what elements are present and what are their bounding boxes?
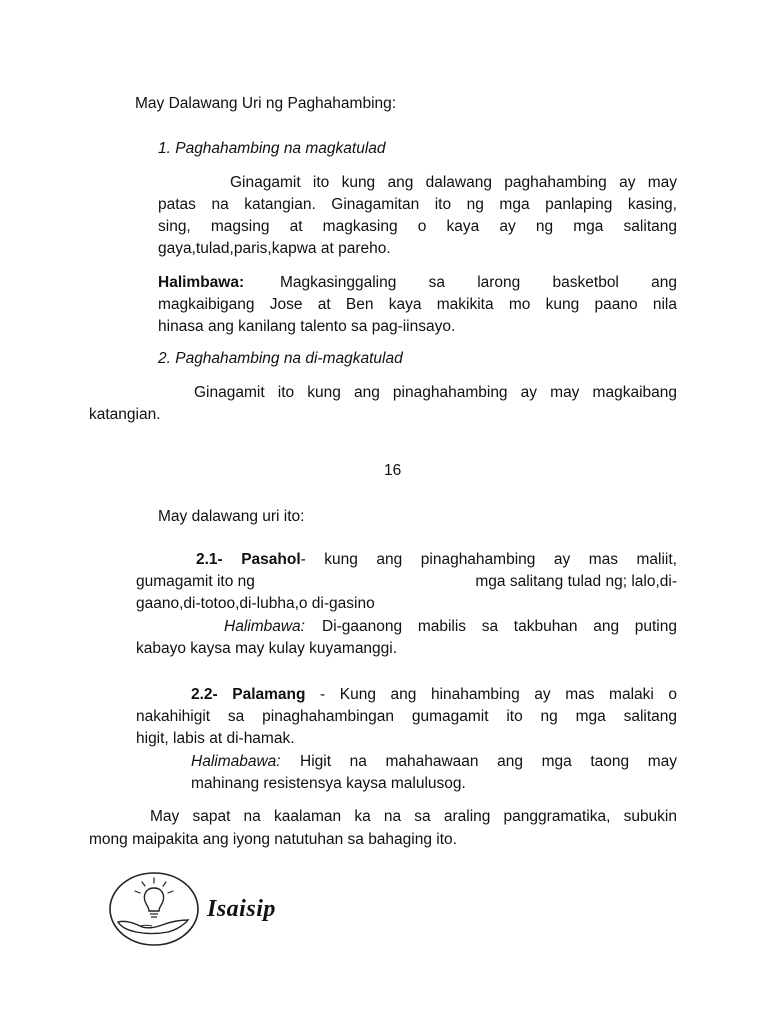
item1-title: 1. Paghahambing na magkatulad: [158, 140, 386, 157]
sub2-label: 2.2- Palamang: [191, 686, 306, 703]
sub1-line-2-right: mga salitang tulad ng; lalo,di-: [475, 573, 677, 590]
sub1-example-line-2: kabayo kaysa may kulay kuyamanggi.: [136, 640, 398, 657]
sub1-label: 2.1- Pasahol: [196, 551, 301, 568]
sub2-example-line-2: mahinang resistensya kaysa malulusog.: [191, 775, 466, 792]
sub1-example-label: Halimbawa:: [224, 618, 305, 635]
item1-example-label: Halimbawa:: [158, 274, 245, 291]
item1-line-3: sing, magsing at magkasing o kaya ay ng mga salitang: [158, 218, 677, 235]
section-title: Isaisip: [207, 896, 276, 922]
sub2-line-3: higit, labis at di-hamak.: [136, 730, 295, 747]
closing-line-2: mong maipakita ang iyong natutuhan sa bahaging ito.: [89, 831, 457, 848]
item1-line-4: gaya,tulad,paris,kapwa at pareho.: [158, 240, 391, 257]
subheading: May dalawang uri ito:: [158, 508, 305, 525]
item1-line-1: Ginagamit ito kung ang dalawang paghahambing ay may: [230, 174, 677, 191]
item2-line-1: Ginagamit ito kung ang pinaghahambing ay may magkaibang: [194, 384, 677, 401]
lightbulb-hand-icon: [108, 870, 200, 948]
sub1-example-rest: Di-gaanong mabilis sa takbuhan ang puting: [322, 618, 677, 635]
sub1-line-2-left: gumagamit ito ng: [136, 573, 255, 590]
sub1-line-1: [196, 549, 677, 571]
sub2-line-1: [191, 684, 677, 706]
closing-line-1: May sapat na kaalaman ka na sa araling panggramatika, subukin: [150, 808, 677, 825]
item1-example-line-3: hinasa ang kanilang talento sa pag-iinsayo.: [158, 318, 456, 335]
sub2-example-rest: Higit na mahahawaan ang mga taong may: [300, 753, 677, 770]
item2-title: 2. Paghahambing na di-magkatulad: [158, 350, 403, 367]
item1-example-line-1: Magkasinggaling sa larong basketbol ang: [280, 274, 677, 291]
page-number: 16: [384, 462, 402, 479]
heading: May Dalawang Uri ng Paghahambing:: [135, 95, 397, 112]
item1-example-line-2: magkaibigang Jose at Ben kaya makikita mo kung paano nila: [158, 296, 677, 313]
sub1-line-3: gaano,di-totoo,di-lubha,o di-gasino: [136, 595, 375, 612]
sub2-line1-rest: - Kung ang hinahambing ay mas malaki o: [305, 686, 677, 703]
item1-line-2: patas na katangian. Ginagamitan ito ng mga panlaping kasing,: [158, 196, 677, 213]
sub2-line-2: nakahihigit sa pinaghahambingan gumagamit ito ng mga salitang: [136, 708, 677, 725]
sub2-example-label: Halimabawa:: [191, 753, 281, 770]
item2-line-2: katangian.: [89, 406, 161, 423]
sub1-line1-rest: - kung ang pinaghahambing ay mas maliit,: [300, 551, 677, 568]
